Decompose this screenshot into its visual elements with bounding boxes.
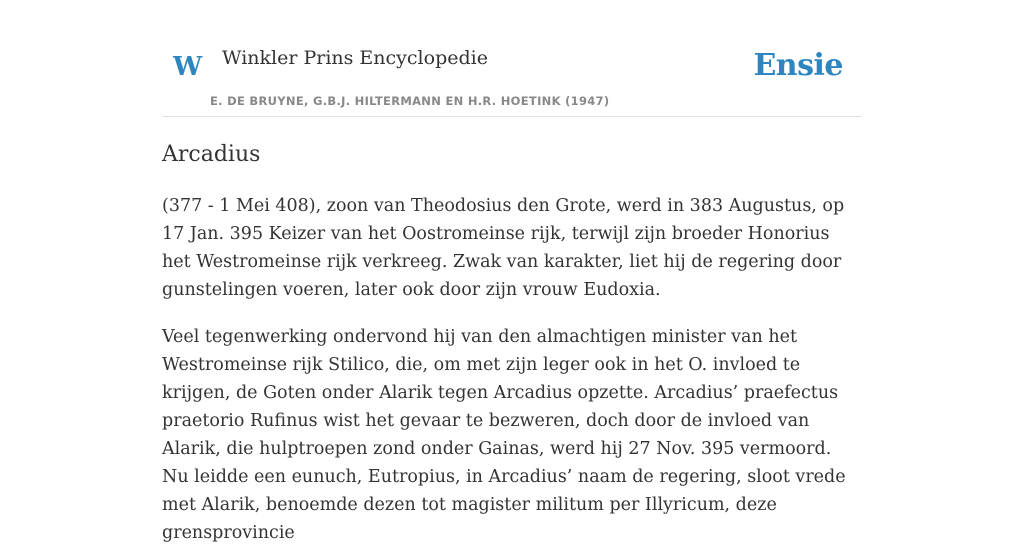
article-paragraph-1: (377 - 1 Mei 408), zoon van Theodosius den Grote, werd in 383 Augustus, op 17 Jan. 395 Keizer van het Oostromeinse rijk, terwijl zijn broeder Honorius het Westromeinse rijk verkreeg. Zwak van karakter, liet hij de regering door gunstelingen voeren, later ook door zijn vrouw Eudoxia.: [162, 196, 845, 300]
ensie-logo-link[interactable]: Ensie: [753, 48, 843, 83]
article-paragraph-2: Veel tegenwerking ondervond hij van den almachtigen minister van het Westromeinse rijk Stilico, die, om met zijn leger ook in het O. invloed te krijgen, de Goten onder Alarik tegen Arcadius opzette. Arcadius’ praefectus praetorio Rufinus wist het gevaar te bezweren, doch door de invloed van Alarik, die hulptroepen zond onder Gainas, werd hij 27 Nov. 395 vermoord. Nu leidde een eunuch, Eutropius, in Arcadius’ naam de regering, sloot vrede met Alarik, benoemde dezen tot magister militum per Illyricum, deze grensprovincie: [162, 327, 846, 543]
source-title[interactable]: Winkler Prins Encyclopedie: [222, 47, 488, 69]
site-header: [162, 0, 862, 117]
source-authors: E. DE BRUYNE, G.B.J. HILTERMANN EN H.R. HOETINK (1947): [210, 94, 610, 108]
article-body: [162, 140, 852, 547]
source-logo-icon[interactable]: W: [173, 52, 203, 82]
article-title: Arcadius: [162, 142, 261, 167]
